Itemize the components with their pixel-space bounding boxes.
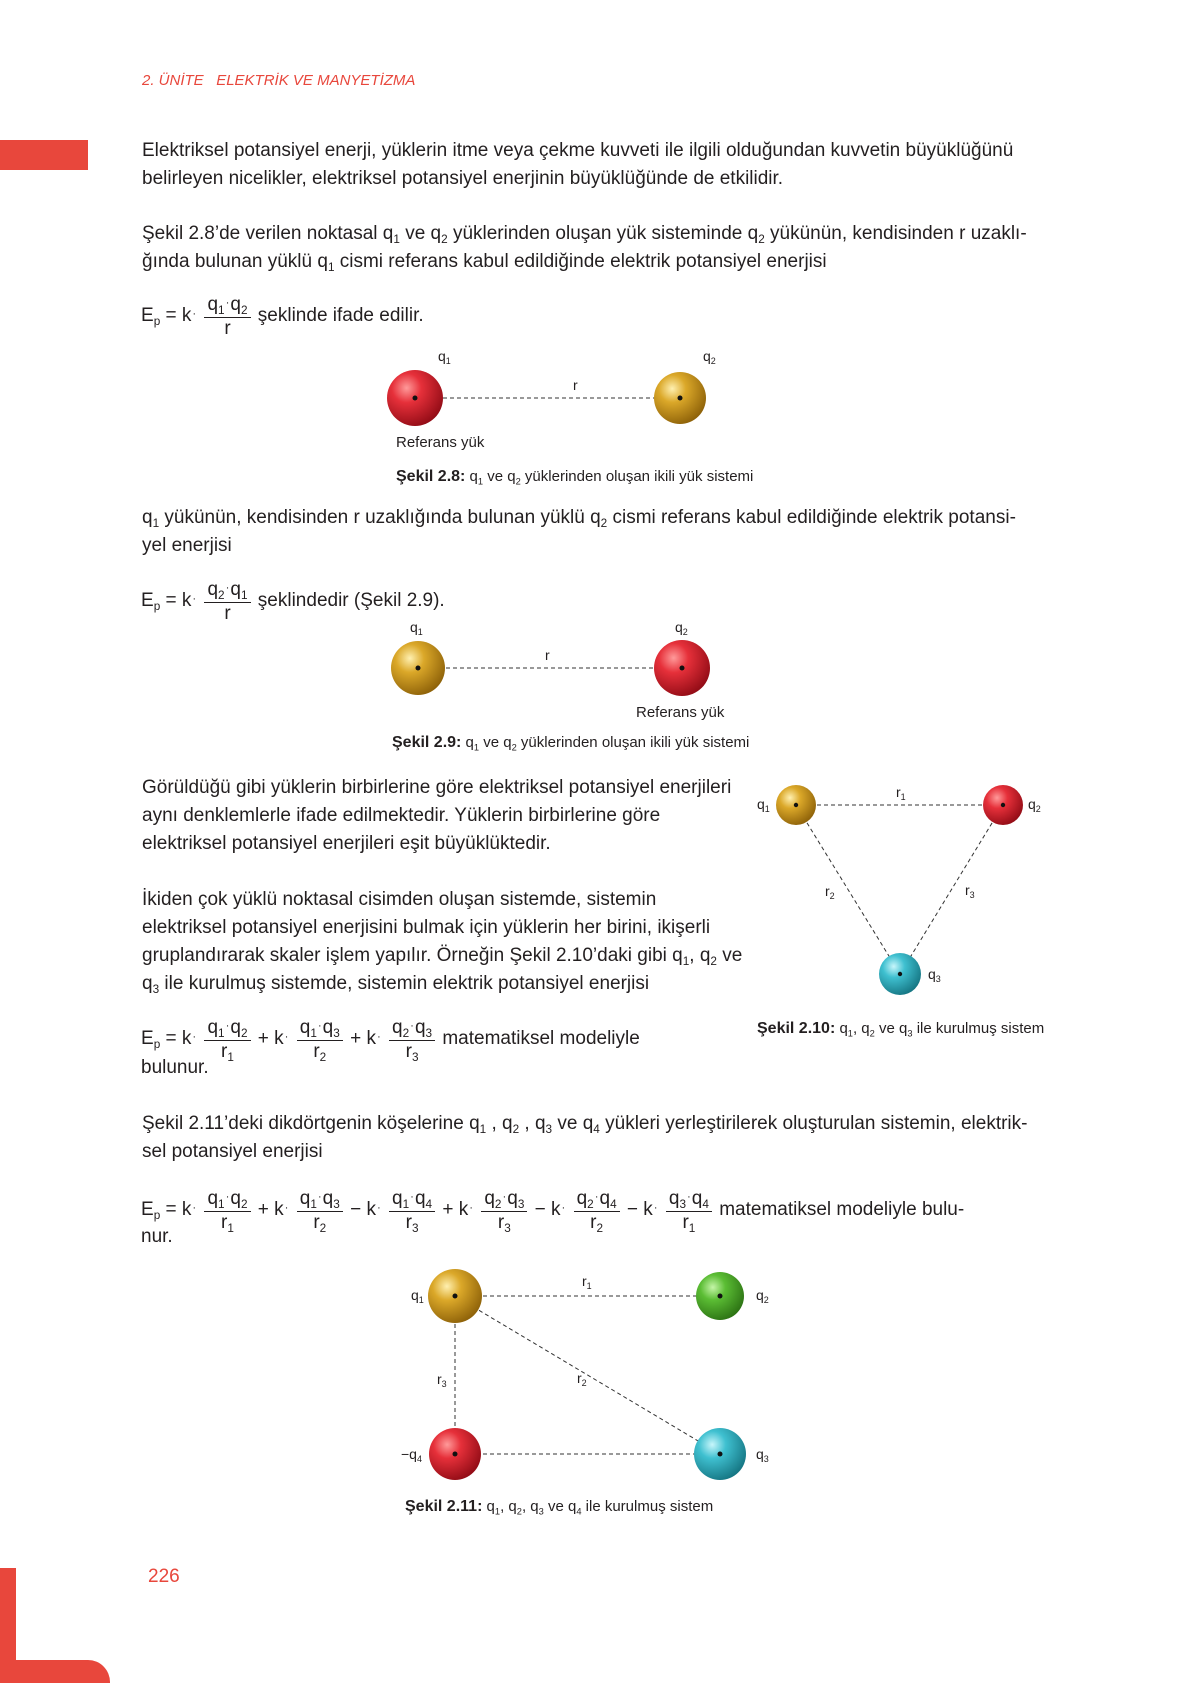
- formula-3-line2: bulunur.: [141, 1057, 209, 1078]
- page-number: 226: [148, 1566, 180, 1587]
- svg-text:r1: $r_1$: [582, 1273, 592, 1291]
- svg-text:r2: $r_2$: [577, 1370, 587, 1388]
- svg-text:−q4: $-q_4$: [401, 1446, 422, 1464]
- caption-fig-2-11: Şekil 2.11: $q_1$, $q_2$, $q_3$ ve $q_4$ ile kurulmuş sistem: [405, 1498, 714, 1517]
- paragraph-1: Elektriksel potansiyel enerji, yüklerin itme veya çekme kuvveti ile ilgili olduğundan kuvvetin büyüklüğünü belirleyen nicelikler, elektriksel potansiyel enerjinin büyüklüğünde de etkilidir.: [142, 140, 1014, 189]
- caption-fig-2-9: Şekil 2.9: $q_1$ ve $q_2$ yüklerinden oluşan ikili yük sistemi: [392, 734, 750, 753]
- fraction: $\frac{q_1^\cdot q_2}{r}$: [204, 292, 250, 340]
- paragraph-6: Şekil 2.11’deki dikdörtgenin köşelerine $q_1$ , $q_2$ , $q_3$ ve $q_4$ yükleri yerleştirilerek oluşturulan sistemin, elektrik- sel potansiyel enerjisi: [142, 1113, 1028, 1162]
- svg-text:r2: $r_2$: [825, 883, 835, 901]
- label-reference-charge: Referans yük: [636, 704, 725, 721]
- formula-ep-q1q2: $E_p = k^\cdot$ $\frac{q_1^\cdot q_2}{r}$ şeklinde ifade edilir.: [141, 293, 424, 339]
- svg-text:q1: $q_1$: [757, 796, 770, 814]
- paragraph-2: Şekil 2.8’de verilen noktasal $q_1$ ve $q_2$ yüklerinden oluşan yük sisteminde $q_2$ yükünün, kendisinden r uzaklı- ğında bulunan yüklü $q_1$ cismi referans kabul edildiğinde elektrik potansiyel enerjisi: [142, 223, 1027, 275]
- red-side-bar: [0, 140, 88, 170]
- svg-text:q3: $q_3$: [756, 1446, 769, 1464]
- paragraph-4: Görüldüğü gibi yüklerin birbirlerine göre elektriksel potansiyel enerjileri aynı denklemlerle ifade edilmektedir. Yüklerin birbirlerine göre elektriksel potansiyel enerjileri eşit büyüklüktedir.: [142, 777, 732, 854]
- label-r: r: [573, 377, 578, 393]
- formula-4-line2: nur.: [141, 1226, 173, 1247]
- caption-fig-2-8: Şekil 2.8: $q_1$ ve $q_2$ yüklerinden oluşan ikili yük sistemi: [396, 468, 754, 487]
- svg-text:q1: $q_1$: [411, 1287, 424, 1305]
- figure-2-11: [395, 1262, 795, 1502]
- figure-2-10: [755, 775, 1085, 1005]
- figure-2-8: [380, 345, 780, 460]
- formula-ep-four-charges: $E_p = k^\cdot$ $\frac{q_1^\cdot q_2}{r_1}$ + k· $\frac{q_1^\cdot q_3}{r_2}$ − k· $\frac{q_1^\cdot q_4}{r_3}$ + k· $\frac{q_2^\cdot q_3}{r_3}$ − k· $\frac{q_2^\cdot q_4}{r_2}$ − k· $\frac{q_3^\cdot q_4}{r_1}$ matematiksel modeliyle bulu-: [141, 1187, 965, 1236]
- svg-text:r3: $r_3$: [437, 1371, 447, 1389]
- caption-fig-2-10: Şekil 2.10: $q_1$, $q_2$ ve $q_3$ ile kurulmuş sistem: [757, 1020, 1045, 1039]
- label-q2: $q_2$: [675, 619, 688, 637]
- red-corner-band-bottom: [0, 1660, 110, 1683]
- running-header: [142, 72, 415, 89]
- svg-text:r3: $r_3$: [965, 882, 975, 900]
- paragraph-3: $q_1$ yükünün, kendisinden r uzaklığında bulunan yüklü $q_2$ cismi referans kabul edildiğinde elektrik potansi- yel enerjisi: [142, 507, 1016, 556]
- figure-2-9: [380, 615, 740, 730]
- formula-ep-three-charges: $E_p = k^\cdot$ $\frac{q_1^\cdot q_2}{r_1}$ + k· $\frac{q_1^\cdot q_3}{r_2}$ + k· $\frac{q_2^\cdot q_3}{r_3}$ matematiksel modeliyle: [141, 1016, 640, 1065]
- svg-text:r1: $r_1$: [896, 784, 906, 802]
- unit-label: 2. ÜNİTE: [142, 72, 204, 89]
- label-q1: $q_1$: [410, 619, 423, 637]
- svg-text:q2: $q_2$: [1028, 796, 1041, 814]
- label-r: r: [545, 647, 550, 663]
- svg-text:q2: $q_2$: [756, 1287, 769, 1305]
- label-q2: $q_2$: [703, 348, 716, 366]
- svg-text:q3: $q_3$: [928, 966, 941, 984]
- formula-ep-q2q1: $E_p = k^\cdot$ $\frac{q_2^\cdot q_1}{r}$ şeklindedir (Şekil 2.9).: [141, 578, 445, 624]
- paragraph-5: İkiden çok yüklü noktasal cisimden oluşan sistemde, sistemin elektriksel potansiyel enerjisini bulmak için yüklerin her birini, ikişerli gruplandırarak skaler işlem yapılır. Örneğin Şekil 2.10’daki gibi $q_1$, $q_2$ ve $q_3$ ile kurulmuş sistemde, sistemin elektrik potansiyel enerjisi: [142, 889, 743, 997]
- label-q1: $q_1$: [438, 348, 451, 366]
- label-reference-charge: Referans yük: [396, 434, 485, 451]
- fraction: $\frac{q_2^\cdot q_1}{r}$: [204, 577, 250, 625]
- unit-title: ELEKTRİK VE MANYETİZMA: [216, 72, 416, 89]
